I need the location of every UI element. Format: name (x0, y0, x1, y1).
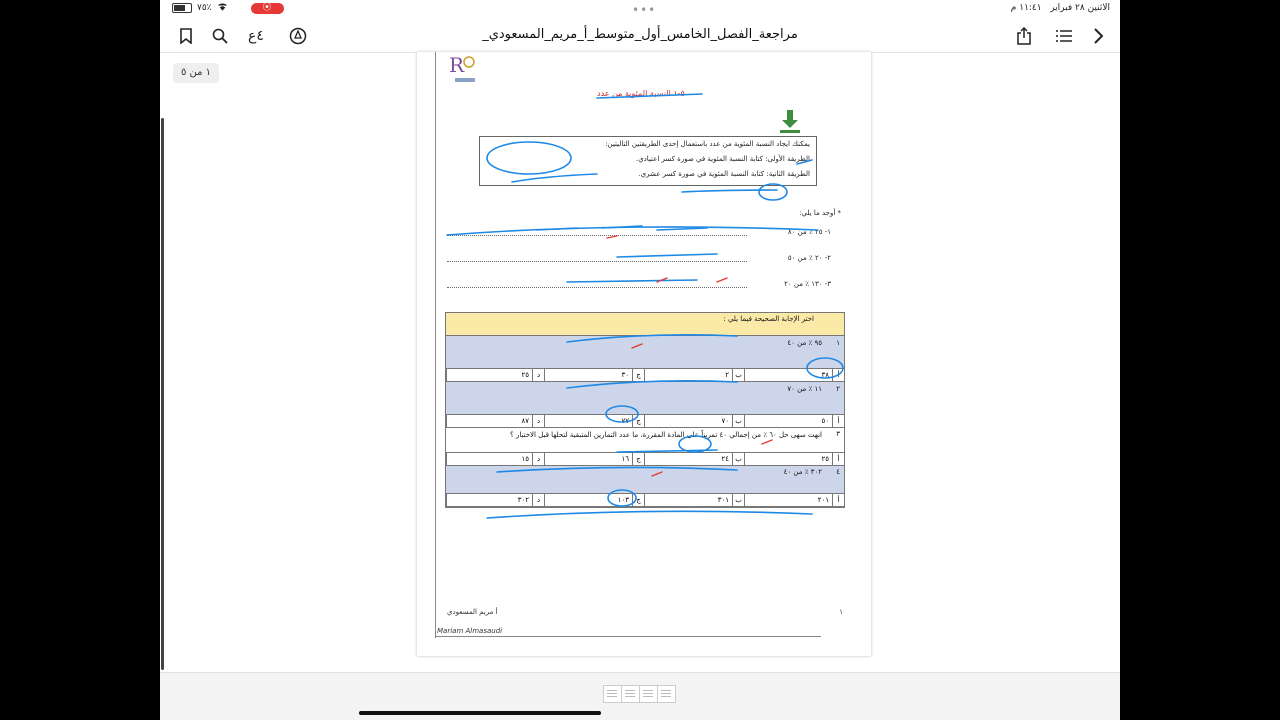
exercise-question-3: ٣- ١٣٠ ٪ من ٢٠ (784, 280, 831, 288)
mcq-question-row (446, 428, 844, 453)
option-letter: د (532, 453, 544, 465)
option-letter: د (532, 415, 544, 427)
chevron-right-icon[interactable] (1088, 26, 1108, 46)
exercise-question-2: ٢- ٢٠ ٪ من ٥٠ (787, 254, 831, 262)
ipad-screen (160, 0, 1120, 720)
school-logo-icon (447, 52, 481, 84)
option-letter: ج (632, 494, 644, 506)
option-cell[interactable]: ٢٥ (446, 369, 532, 381)
scroll-indicator[interactable] (161, 118, 164, 670)
option-letter: ب (732, 494, 744, 506)
option-cell[interactable]: ٥٠ (744, 415, 832, 427)
page-thumbnail[interactable] (621, 685, 640, 703)
option-letter: أ (832, 369, 844, 381)
option-cell[interactable]: ٧٧ (544, 415, 632, 427)
rule-box (479, 136, 817, 186)
status-date: الاثنين ٢٨ فبراير (1050, 3, 1110, 13)
lesson-title: ٥-١ النسبة المئوية من عدد (597, 89, 685, 98)
option-cell[interactable]: ٣٠٢ (446, 494, 532, 506)
page-margin-line (435, 52, 436, 638)
option-cell[interactable]: ١٠٣ (544, 494, 632, 506)
status-time: ١١:٤١ م (1010, 3, 1042, 13)
screen-recording-indicator[interactable]: ⦿ (251, 3, 284, 14)
option-letter: ج (632, 369, 644, 381)
option-letter: أ (832, 453, 844, 465)
home-indicator[interactable] (359, 711, 601, 715)
option-letter: د (532, 494, 544, 506)
rule-line-intro: يمكنك ايجاد النسبة المئوية من عدد باستعمال إحدى الطريقتين التاليتين: (605, 140, 810, 148)
option-cell[interactable]: ٢٠١ (744, 494, 832, 506)
text-size-icon[interactable]: ٤ع (248, 28, 264, 44)
share-icon[interactable] (1014, 26, 1034, 46)
watermark-text: Mariam Almasaudi (437, 627, 503, 635)
wifi-icon (217, 2, 228, 14)
option-cell[interactable]: ٧٠ (644, 415, 732, 427)
status-clock (1011, 3, 1110, 13)
option-cell[interactable]: ١٥ (446, 453, 532, 465)
page-bottom-line (435, 636, 821, 637)
option-letter: ج (632, 453, 644, 465)
mcq-options-row (446, 369, 844, 382)
mcq-question-row (446, 382, 844, 415)
option-cell[interactable]: ٣٠١ (644, 494, 732, 506)
multiple-choice-table (445, 312, 845, 508)
option-letter: ب (732, 453, 744, 465)
rule-line-method-1: الطريقة الأولى: كتابة النسبة المئوية في صورة كسر اعتيادي. (635, 155, 810, 163)
question-number: ٣ (836, 430, 840, 438)
page-thumbnail[interactable] (639, 685, 658, 703)
option-letter: ب (732, 369, 744, 381)
mcq-header (446, 313, 844, 336)
page-indicator: ١ من ٥ (173, 63, 219, 83)
rule-line-method-2: الطريقة الثانية: كتابة النسبة المئوية في صورة كسر عشري. (638, 170, 810, 178)
option-cell[interactable]: ٣٨ (744, 369, 832, 381)
option-letter: أ (832, 494, 844, 506)
answer-dotted-line (447, 287, 747, 288)
pdf-page[interactable] (417, 52, 871, 656)
option-letter: ج (632, 415, 644, 427)
page-thumbnail-strip[interactable] (160, 672, 1120, 720)
page-thumbnail[interactable] (603, 685, 622, 703)
question-text: ٩٥ ٪ من ٤٠ (787, 339, 822, 347)
question-text: انهت سهى حل ٦٠ ٪ من إجمالي ٤٠ تمريناً على المادة المقررة، ما عدد التمارين المتبقية لتحلها قبل الاختبار ؟ (510, 431, 822, 439)
status-indicators (172, 2, 284, 14)
question-number: ٢ (836, 385, 840, 393)
multitasking-dots-icon[interactable]: ••• (632, 3, 657, 17)
page-number: ١ (839, 608, 843, 616)
author-name: أ مريم المسعودي (447, 608, 498, 616)
exercise-question-1: ١- ٢٥ ٪ من ٨٠ (787, 228, 831, 236)
option-cell[interactable]: ٣٠ (544, 369, 632, 381)
svg-text:R: R (449, 53, 465, 77)
answer-dotted-line (447, 261, 747, 262)
mcq-options-row (446, 415, 844, 428)
document-title: مراجعة_الفصل_الخامس_أول_متوسط_أ_مريم_المسعودي_ (482, 27, 798, 42)
status-bar (160, 0, 1120, 18)
mcq-options-row (446, 494, 844, 507)
answer-dotted-line (447, 235, 747, 236)
question-text: ١١ ٪ من ٧٠ (787, 385, 822, 393)
option-cell[interactable]: ١٦ (544, 453, 632, 465)
option-letter: أ (832, 415, 844, 427)
battery-icon (172, 3, 192, 13)
question-number: ١ (836, 339, 840, 347)
battery-percent: ٧٥٪ (197, 3, 212, 13)
mcq-header-text: اختر الإجابة الصحيحة فيما يلي : (723, 315, 814, 323)
option-cell[interactable]: ٨٧ (446, 415, 532, 427)
option-cell[interactable]: ٢ (644, 369, 732, 381)
mcq-options-row (446, 453, 844, 466)
viewer-toolbar (160, 20, 1120, 53)
exercise-prompt: * أوجد ما يلي: (799, 209, 841, 217)
mcq-question-row (446, 336, 844, 369)
question-number: ٤ (836, 468, 840, 476)
page-thumbnail[interactable] (657, 685, 676, 703)
download-icon (779, 110, 801, 134)
question-text: ٣٠٢ ٪ من ٤٠ (783, 468, 822, 476)
option-cell[interactable]: ٢٥ (744, 453, 832, 465)
list-view-icon[interactable] (1054, 26, 1074, 46)
option-letter: د (532, 369, 544, 381)
option-cell[interactable]: ٢٤ (644, 453, 732, 465)
mcq-question-row (446, 466, 844, 494)
option-letter: ب (732, 415, 744, 427)
